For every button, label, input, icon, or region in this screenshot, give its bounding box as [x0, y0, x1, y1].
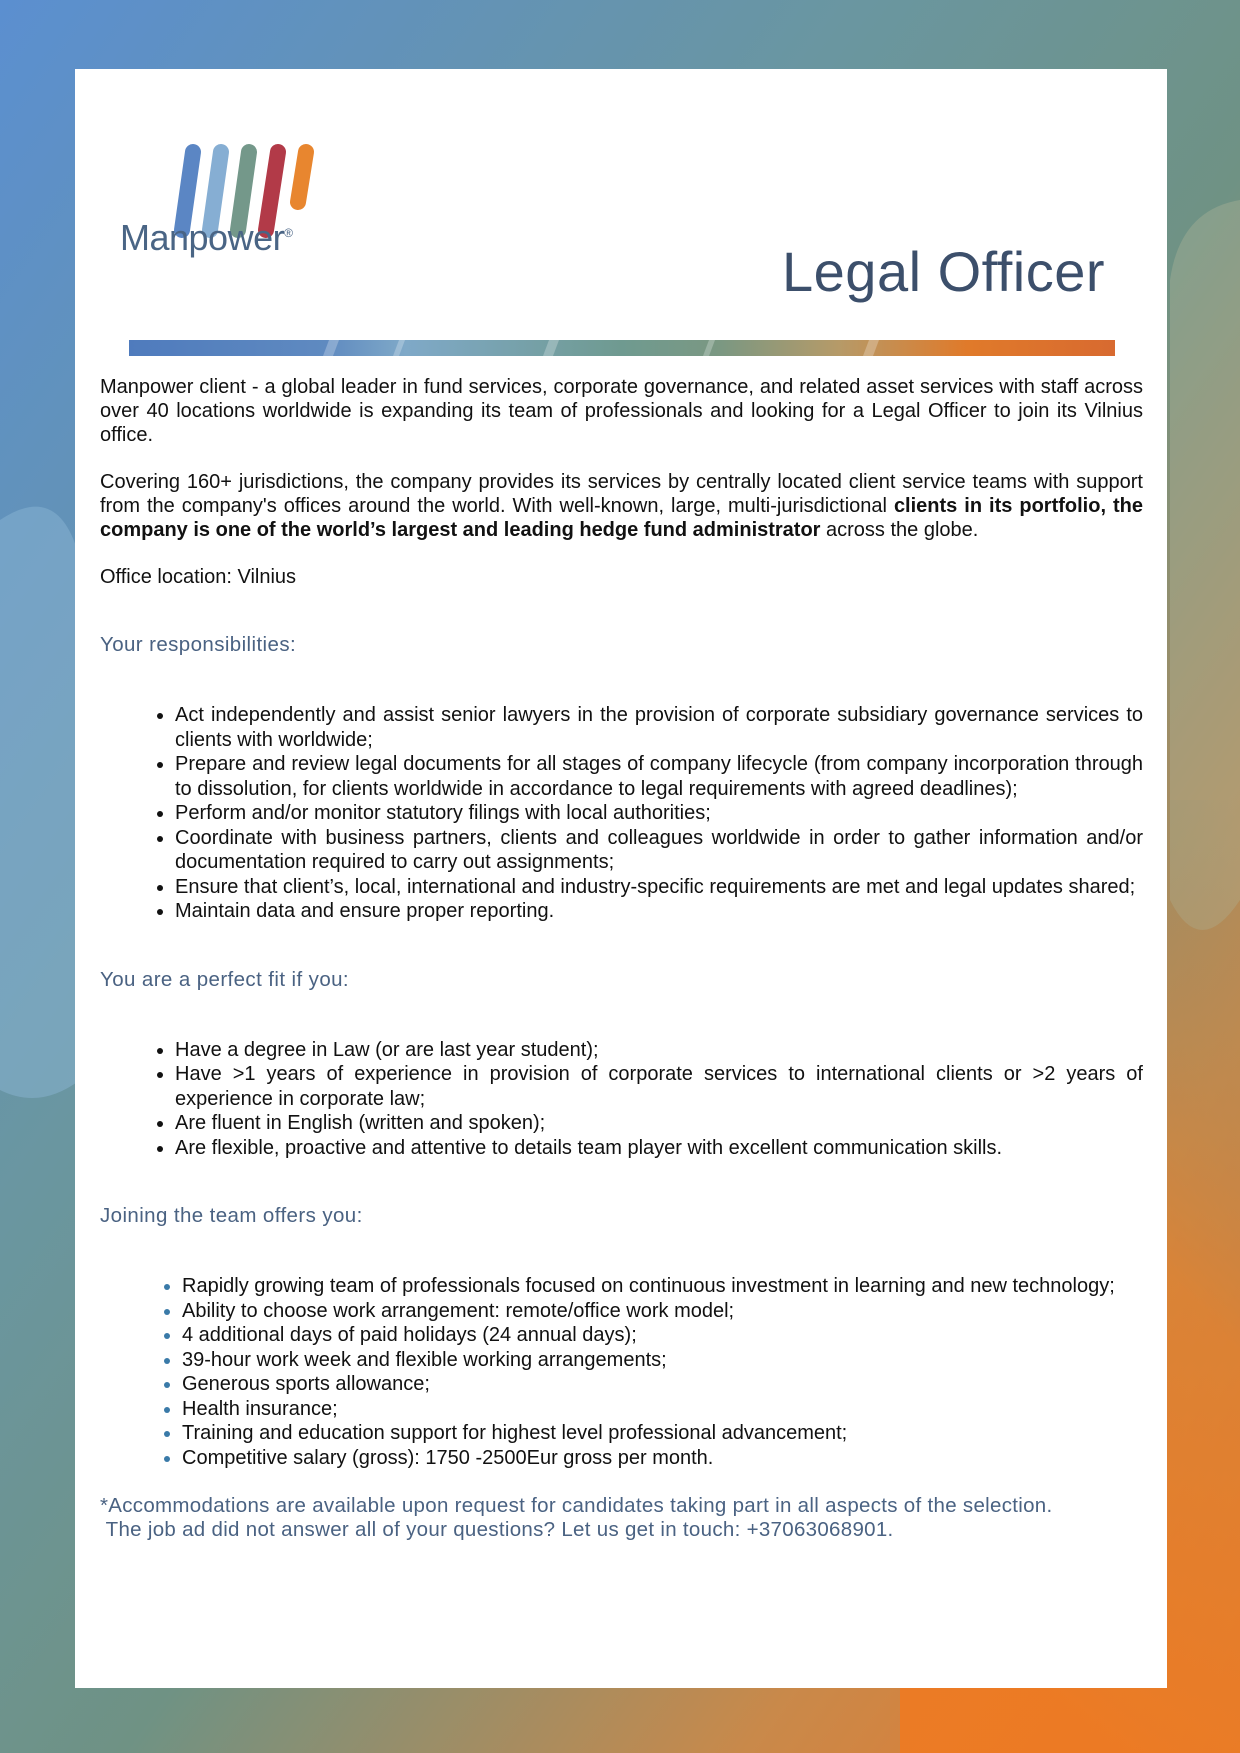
- list-item: • 39-hour work week and flexible working arrangements;: [182, 1348, 1143, 1373]
- list-item: • Act independently and assist senior lawyers in the provision of corporate subsidiary governance services to clients with worldwide;: [175, 703, 1143, 752]
- company-text-end: across the globe.: [820, 519, 979, 541]
- page-title: Legal Officer: [782, 240, 1105, 303]
- list-item: • Have >1 years of experience in provision of corporate services to international clients or >2 years of experience in corporate law;: [175, 1062, 1143, 1111]
- intro-paragraph: Manpower client - a global leader in fund services, corporate governance, and related asset services with staff across over 40 locations worldwide is expanding its team of professionals and looking for a Legal Officer to join its Vilnius office.: [100, 376, 1143, 446]
- list-item: • Perform and/or monitor statutory filings with local authorities;: [175, 801, 1143, 826]
- responsibilities-list: [100, 703, 1143, 924]
- list-item: • Health insurance;: [182, 1397, 1143, 1422]
- job-ad-page: [75, 69, 1167, 1688]
- office-location: Office location: Vilnius: [100, 566, 297, 588]
- company-text: Covering 160+ jurisdictions, the company provides its services by centrally located client service teams with support from the company's offices around the world. With well-known, large, multi-jurisdictional: [100, 471, 1143, 517]
- list-item: • Are flexible, proactive and attentive to details team player with excellent communication skills.: [175, 1136, 1143, 1161]
- offers-list: [100, 1274, 1143, 1470]
- list-item: • Ensure that client’s, local, international and industry-specific requirements are met and legal updates shared;: [175, 875, 1143, 900]
- contact-note: The job ad did not answer all of your questions? Let us get in touch: +37063068901.: [100, 1518, 894, 1541]
- list-item: • Prepare and review legal documents for all stages of company lifecycle (from company incorporation through to dissolution, for clients worldwide in accordance to legal requirements with agreed deadlines);: [175, 752, 1143, 801]
- list-item: • Maintain data and ensure proper reporting.: [175, 899, 1143, 924]
- fit-heading: You are a perfect fit if you:: [100, 967, 350, 991]
- logo-wordmark: Manpower®: [120, 217, 293, 258]
- list-item: • Training and education support for highest level professional advancement;: [182, 1421, 1143, 1446]
- list-item: • Coordinate with business partners, clients and colleagues worldwide in order to gather information and/or documentation required to carry out assignments;: [175, 826, 1143, 875]
- list-item: • 4 additional days of paid holidays (24 annual days);: [182, 1323, 1143, 1348]
- fit-list: [100, 1038, 1143, 1161]
- job-description: [100, 375, 1143, 1542]
- list-item: • Ability to choose work arrangement: remote/office work model;: [182, 1299, 1143, 1324]
- list-item: • Are fluent in English (written and spoken);: [175, 1111, 1143, 1136]
- color-band: [129, 340, 1115, 356]
- company-highlight: clients in its portfolio, the company is one of the world’s largest and leading hedge fund administrator: [100, 495, 1143, 541]
- responsibilities-heading: Your responsibilities:: [100, 633, 297, 656]
- list-item: • Generous sports allowance;: [182, 1372, 1143, 1397]
- list-item: • Competitive salary (gross): 1750 -2500Eur gross per month.: [182, 1446, 1143, 1471]
- footer-note: [100, 1494, 1143, 1542]
- company-paragraph: [100, 470, 1143, 542]
- list-item: • Rapidly growing team of professionals focused on continuous investment in learning and new technology;: [182, 1274, 1143, 1299]
- offers-heading: Joining the team offers you:: [100, 1204, 363, 1227]
- accommodations-note: *Accommodations are available upon request for candidates taking part in all aspects of the selection.: [100, 1494, 1053, 1517]
- list-item: • Have a degree in Law (or are last year student);: [175, 1038, 1143, 1063]
